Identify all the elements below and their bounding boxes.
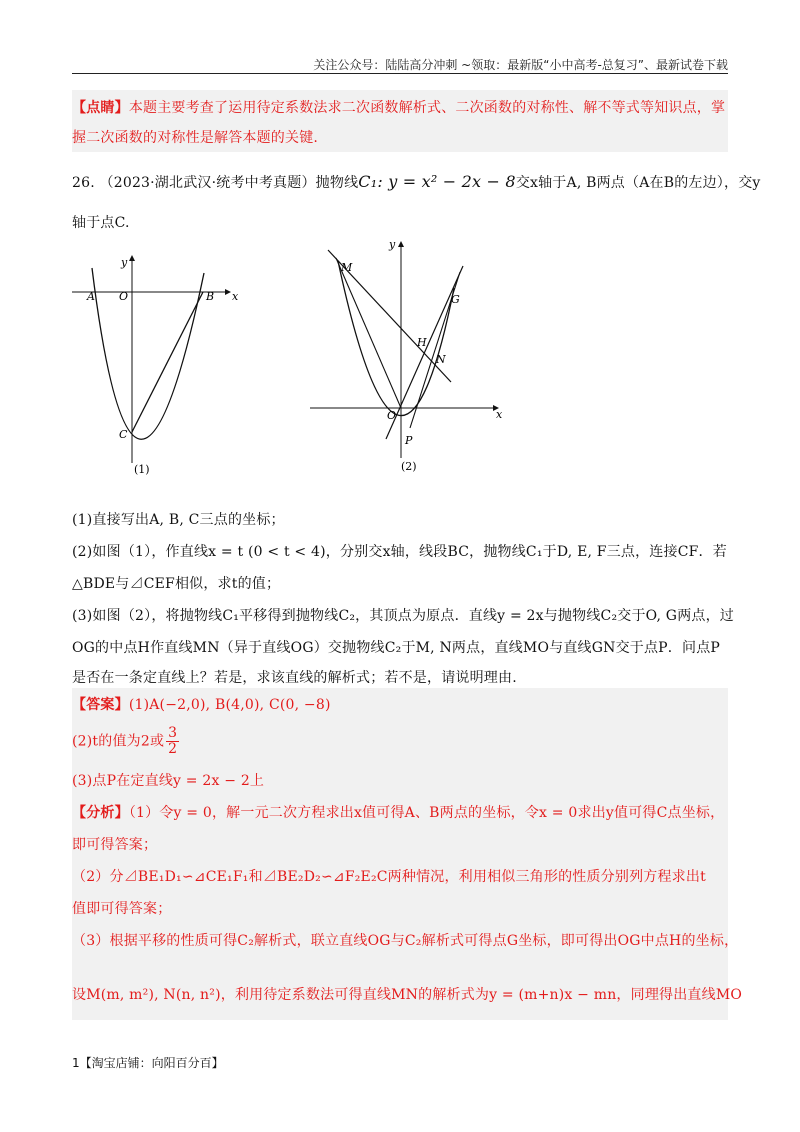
fig2-line-og — [386, 266, 463, 439]
problem-intro-line-2: 轴于点C. — [72, 215, 130, 231]
question-3-line-3: 是否在一条定直线上？若是，求该直线的解析式；若不是，请说明理由. — [72, 670, 517, 686]
analysis-line-6: 设M(m, m²), N(n, n²)，利用待定系数法可得直线MN的解析式为y = (m+n)x − mn，同理得出直线MO — [72, 987, 743, 1003]
analysis-tag: 【分析】 — [72, 805, 129, 821]
answer-tag: 【答案】 — [72, 697, 129, 713]
fraction-numerator: 3 — [168, 725, 178, 741]
fig2-line-mo — [336, 258, 401, 408]
fig1-segment-bc — [132, 292, 203, 432]
fig2-label-p: P — [405, 434, 413, 447]
fig2-label-g: G — [451, 293, 460, 306]
problem-number: 26. — [72, 175, 95, 191]
answer-2-text: (2)t的值为2或 — [72, 733, 165, 750]
fig2-label-y: y — [389, 238, 396, 251]
fig1-label-x: x — [232, 290, 239, 303]
answer-2-fraction — [166, 726, 179, 757]
analysis-text-1: （1）令y = 0，解一元二次方程求出x值可得A、B两点的坐标，令x = 0求出y值可得C点坐标， — [128, 805, 725, 821]
header-divider — [72, 73, 728, 74]
fig2-label-h: H — [417, 336, 427, 349]
question-2-line-1: (2)如图（1），作直线x = t (0 < t < 4)，分别交x轴，线段BC，抛物线C₁于D, E, F三点，连接CF．若 — [72, 544, 727, 560]
fig1-caption: (1) — [134, 463, 150, 476]
note-line-2: 握二次函数的对称性是解答本题的关键. — [72, 130, 319, 146]
question-3-line-1: (3)如图（2），将抛物线C₁平移得到抛物线C₂，其顶点为原点．直线y = 2x与抛物线C₂交于O, G两点，过 — [72, 608, 734, 624]
fig1-parabola — [92, 268, 204, 439]
figure-2 — [308, 236, 508, 476]
fig2-label-x: x — [496, 408, 503, 421]
answer-3: (3)点P在定直线y = 2x − 2上 — [72, 773, 265, 789]
fig2-label-n: N — [436, 353, 446, 366]
fig1-label-o: O — [119, 290, 129, 303]
problem-intro — [72, 172, 761, 192]
analysis-line-2: 即可得答案； — [72, 837, 158, 853]
problem-intro-b: 交x轴于A, B两点（A在B的左边），交y — [515, 175, 761, 191]
answer-line-1 — [72, 694, 331, 714]
answer-line-2 — [72, 726, 181, 757]
fig1-label-c: C — [119, 428, 128, 441]
fig2-caption: (2) — [401, 460, 417, 473]
analysis-line-5: （3）根据平移的性质可得C₂解析式，联立直线OG与C₂解析式可得点G坐标，即可得出OG中点H的坐标， — [72, 933, 739, 949]
problem-intro-a: 抛物线 — [315, 175, 359, 191]
fig1-label-b: B — [206, 290, 215, 303]
question-1: (1)直接写出A, B, C三点的坐标； — [72, 512, 285, 528]
fig1-label-a: A — [87, 290, 95, 303]
analysis-line-4: 值即可得答案； — [72, 901, 172, 917]
fraction-denominator: 2 — [168, 741, 178, 757]
fig2-label-o: O — [387, 409, 397, 422]
page-footer: 1【淘宝店铺：向阳百分百】 — [72, 1056, 224, 1070]
fig2-parabola — [338, 261, 454, 416]
analysis-line-1 — [72, 802, 724, 822]
problem-source: （2023·湖北武汉·统考中考真题） — [99, 175, 316, 191]
figure-1 — [72, 248, 252, 480]
curve-equation: C₁: y = x² − 2x − 8 — [358, 172, 516, 191]
note-text-1: 本题主要考查了运用待定系数法求二次函数解析式、二次函数的对称性、解不等式等知识点，掌 — [128, 100, 726, 116]
question-2-line-2: △BDE与⊿CEF相似，求t的值； — [72, 576, 281, 592]
answer-1: (1)A(−2,0), B(4,0), C(0, −8) — [128, 697, 331, 713]
fig2-label-m: M — [341, 261, 353, 274]
question-3-line-2: OG的中点H作直线MN（异于直线OG）交抛物线C₂于M, N两点，直线MO与直线GN交于点P．问点P — [72, 640, 721, 656]
note-line-1 — [72, 97, 725, 117]
note-tag: 【点睛】 — [72, 100, 129, 116]
page-header: 关注公众号：陆陆高分冲刺 ~领取：最新版“小中高考-总复习”、最新试卷下载 — [313, 58, 728, 72]
analysis-line-3: （2）分⊿BE₁D₁∽⊿CE₁F₁和⊿BE₂D₂∽⊿F₂E₂C两种情况，利用相似三角形的性质分别列方程求出t — [72, 869, 706, 885]
fig1-label-y: y — [121, 256, 128, 269]
